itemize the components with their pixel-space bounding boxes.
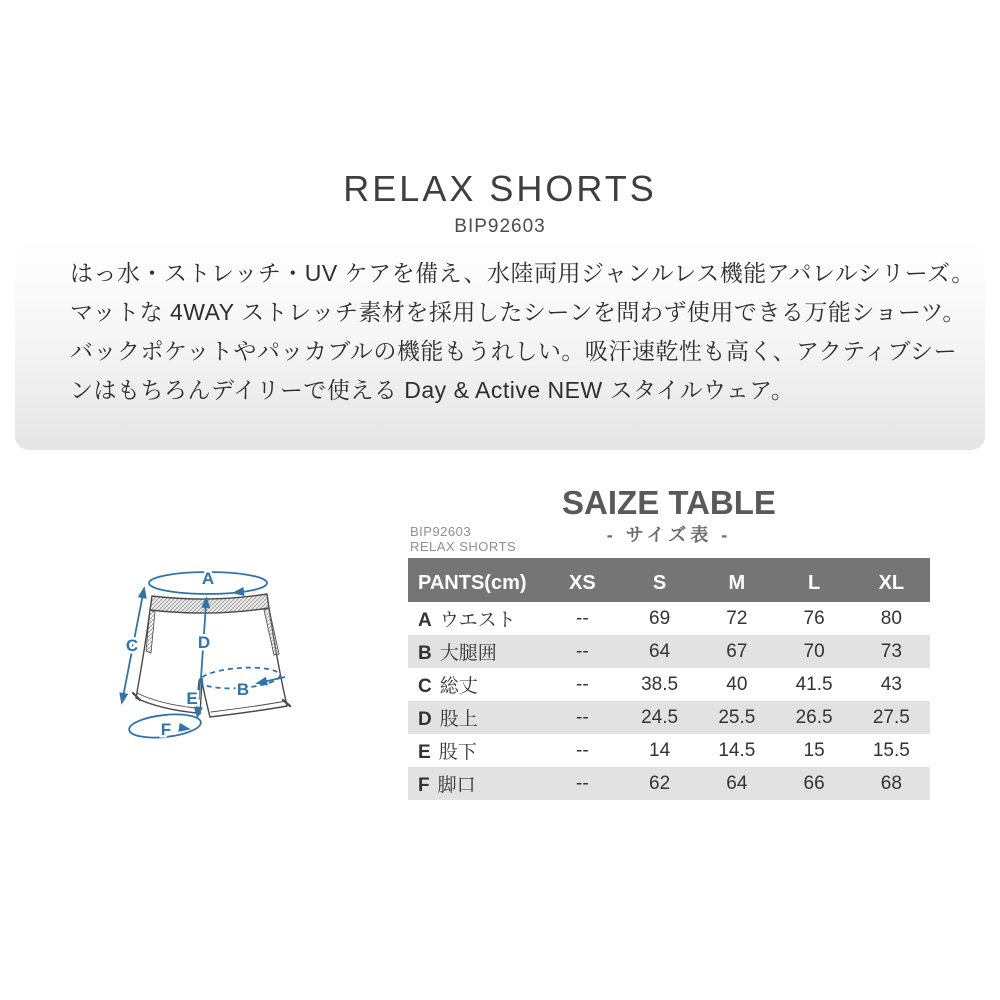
size-value: 73: [880, 640, 902, 662]
label-C: C: [125, 636, 139, 655]
label-F: F: [160, 720, 172, 739]
column-header-size: M: [728, 572, 746, 594]
row-label: [408, 704, 544, 731]
size-value: 66: [803, 772, 825, 794]
row-label: [408, 770, 544, 797]
row-label: [408, 671, 544, 698]
size-value: --: [576, 607, 589, 629]
row-name: 股下: [438, 742, 477, 763]
shorts-outline: [133, 608, 290, 717]
size-value: 15: [803, 739, 825, 761]
page-title: RELAX SHORTS: [343, 168, 657, 209]
label-E: E: [186, 689, 198, 708]
row-label: [408, 737, 544, 764]
label-A: A: [201, 569, 215, 588]
row-key: E: [418, 742, 431, 763]
column-header-size: XS: [569, 572, 596, 594]
size-value: --: [576, 772, 589, 794]
size-value: 64: [726, 772, 748, 794]
size-value: --: [576, 739, 589, 761]
row-label: [408, 605, 544, 632]
row-name: 脚口: [437, 775, 476, 796]
table-row: [408, 602, 930, 635]
description-text: [70, 254, 975, 410]
column-header-size: L: [807, 572, 821, 594]
row-key: A: [418, 610, 432, 631]
description-line: はっ水・ストレッチ・UV ケアを備え、水陸両用ジャンルレス機能アパレルシリーズ。: [70, 260, 975, 286]
table-row: [408, 668, 930, 701]
size-value: 62: [649, 772, 671, 794]
product-code: BIP92603: [454, 216, 546, 237]
size-table-subheading: - サイズ表 -: [606, 525, 732, 545]
size-value: 14.5: [718, 739, 756, 761]
size-value: 68: [880, 772, 902, 794]
size-value: 38.5: [641, 673, 679, 695]
description-line: ンはもちろんデイリーで使える Day & Active NEW スタイルウェア。: [70, 377, 795, 403]
size-table-heading: SAIZE TABLE: [562, 484, 776, 521]
size-value: 25.5: [718, 706, 756, 728]
size-value: --: [576, 706, 589, 728]
size-value: 15.5: [872, 739, 910, 761]
crotch-point-dot: [199, 678, 204, 683]
description-line: バックポケットやパッカブルの機能もうれしい。吸汗速乾性も高く、アクティブシー: [70, 338, 958, 364]
row-label: [408, 638, 544, 665]
column-header-label: PANTS(cm): [418, 572, 527, 594]
row-name: 総丈: [439, 676, 478, 697]
row-name: 大腿囲: [439, 643, 497, 664]
size-value: --: [576, 673, 589, 695]
size-section-product-name: RELAX SHORTS: [410, 539, 517, 554]
column-header-size: S: [652, 572, 667, 594]
table-row: [408, 734, 930, 767]
label-B: B: [236, 680, 250, 699]
waistband: [150, 594, 269, 613]
size-value: 76: [803, 607, 825, 629]
size-value: --: [576, 640, 589, 662]
size-value: 67: [726, 640, 748, 662]
row-key: F: [418, 775, 430, 796]
description-line: マットな 4WAY ストレッチ素材を採用したシーンを問わず使用できる万能ショーツ。: [70, 299, 966, 325]
size-value: 70: [803, 640, 825, 662]
size-table: [408, 558, 930, 800]
size-table-header: [408, 558, 930, 602]
size-value: 43: [880, 673, 902, 695]
size-section-product-code: BIP92603: [410, 524, 472, 539]
size-value: 27.5: [872, 706, 910, 728]
size-section-product-codes: [410, 524, 516, 554]
row-key: C: [418, 676, 432, 697]
size-value: 26.5: [795, 706, 833, 728]
shorts-measurement-diagram: [95, 550, 405, 800]
row-key: D: [418, 709, 432, 730]
size-value: 41.5: [795, 673, 833, 695]
description-panel: [15, 240, 985, 450]
row-name: ウエスト: [439, 610, 516, 631]
size-table-body: [408, 602, 930, 800]
size-value: 40: [726, 673, 748, 695]
size-value: 14: [649, 739, 671, 761]
size-value: 69: [649, 607, 671, 629]
row-key: B: [418, 643, 432, 664]
table-row: [408, 635, 930, 668]
row-name: 股上: [439, 709, 478, 730]
table-row: [408, 767, 930, 800]
size-value: 64: [649, 640, 671, 662]
column-header-size: XL: [878, 572, 905, 594]
table-row: [408, 701, 930, 734]
size-value: 72: [726, 607, 748, 629]
size-value: 80: [880, 607, 902, 629]
size-value: 24.5: [641, 706, 679, 728]
label-D: D: [197, 633, 211, 652]
